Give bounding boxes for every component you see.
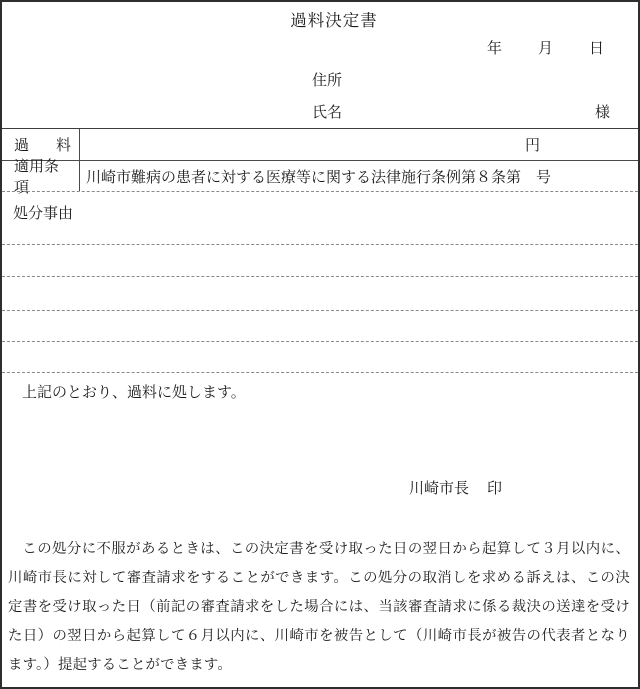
appeal-notice-paragraph: この処分に不服があるときは、この決定書を受け取った日の翌日から起算して３月以内に、川崎市長に対して審査請求をすることができます。この処分の取消しを求める訴えは、この決定書を受け取った日（前記の審査請求をした場合には、当該審査請求に係る裁決の送達を受けた日）の翌日から起算して６月以内に、川崎市を被告として（川崎市長が被告の代表者となります。）提起することができます。: [8, 541, 630, 673]
name-line: [2, 102, 638, 124]
mayor-title-label: 川崎市長: [408, 481, 469, 497]
honorific-label: 様: [594, 105, 610, 121]
name-label: 氏名: [312, 105, 343, 121]
reason-blank-line: [2, 310, 638, 341]
date-year-label: 年: [486, 41, 502, 57]
applied-clause-row: [2, 159, 638, 196]
closing-section: [2, 373, 638, 687]
date-month-label: 月: [537, 41, 553, 57]
disposition-reason-section: [2, 192, 638, 373]
reason-blank-line: [2, 276, 638, 310]
address-label: 住所: [312, 73, 343, 89]
declaration-text: 上記のとおり、過料に処します。: [22, 385, 246, 401]
disposition-reason-label: 処分事由: [13, 206, 74, 222]
applied-clause-label: 適用条項: [2, 161, 80, 191]
date-day-label: 日: [588, 41, 604, 57]
reason-blank-line: [2, 341, 638, 372]
applied-clause-value: 川崎市難病の患者に対する医療等に関する法律施行条例第８条第 号: [86, 169, 552, 186]
reason-blank-line: [2, 244, 638, 276]
seal-placeholder: 印: [486, 481, 502, 497]
document-header: [2, 2, 638, 129]
date-line: [2, 38, 638, 60]
page-title: 過料決定書: [290, 11, 378, 30]
fine-amount-cell: [80, 129, 638, 160]
fine-label-char-1: 過: [14, 138, 30, 154]
fine-amount-row: [2, 129, 638, 161]
fine-unit-label: 円: [524, 138, 540, 154]
fine-label-char-2: 料: [55, 138, 71, 154]
signature-line: [409, 478, 638, 500]
